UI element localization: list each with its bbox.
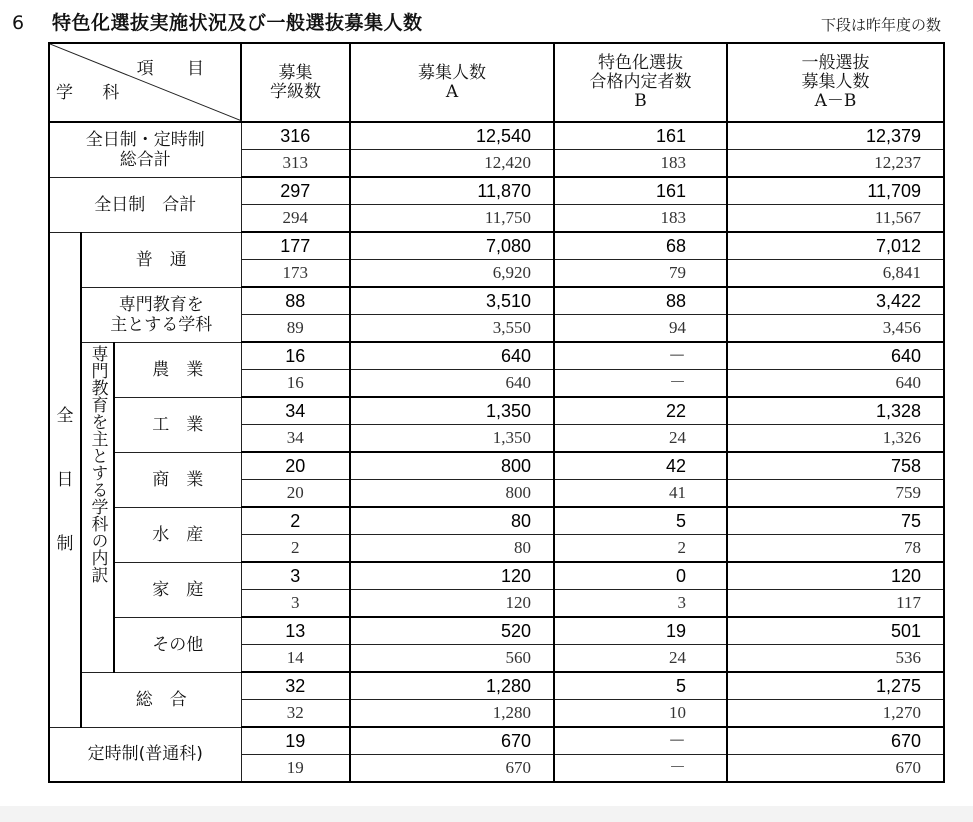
cell-special: 79 xyxy=(554,260,727,288)
cell-special: 161 xyxy=(554,122,727,150)
header-classes-line2: 学級数 xyxy=(270,81,322,102)
cell-capacity: 11,750 xyxy=(350,205,554,233)
table-row xyxy=(49,507,944,535)
cell-capacity: 120 xyxy=(350,590,554,618)
cell-special: 161 xyxy=(554,177,727,205)
vertical-char: 日 xyxy=(56,469,74,490)
vertical-text: 専門教育を主とする学科の内訳 xyxy=(87,344,108,583)
cell-special: － xyxy=(554,727,727,755)
table-row xyxy=(49,232,944,260)
cell-general: 3,422 xyxy=(727,287,944,315)
cell-special: 22 xyxy=(554,397,727,425)
label-suisan: 水 産 xyxy=(114,507,241,562)
cell-classes: 2 xyxy=(241,507,350,535)
cell-special: 88 xyxy=(554,287,727,315)
label-line2: 総合計 xyxy=(119,149,171,170)
label-line1: 専門教育を xyxy=(118,294,204,315)
cell-classes: 88 xyxy=(241,287,350,315)
cell-general: 1,275 xyxy=(727,672,944,700)
cell-special: － xyxy=(554,755,727,783)
cell-general: 120 xyxy=(727,562,944,590)
table-row xyxy=(49,452,944,480)
cell-classes: 313 xyxy=(241,150,350,178)
label-kougyou: 工 業 xyxy=(114,397,241,452)
cell-general: 670 xyxy=(727,755,944,783)
cell-classes: 16 xyxy=(241,342,350,370)
cell-special: 5 xyxy=(554,672,727,700)
cell-classes: 34 xyxy=(241,425,350,453)
cell-general: 640 xyxy=(727,342,944,370)
cell-capacity: 800 xyxy=(350,480,554,508)
cell-capacity: 6,920 xyxy=(350,260,554,288)
header-general-line3: A－B xyxy=(814,91,857,111)
cell-special: 2 xyxy=(554,535,727,563)
cell-special: 24 xyxy=(554,425,727,453)
cell-general: 11,709 xyxy=(727,177,944,205)
label-line2: 主とする学科 xyxy=(110,314,213,335)
cell-classes: 2 xyxy=(241,535,350,563)
cell-classes: 16 xyxy=(241,370,350,398)
cell-capacity: 3,510 xyxy=(350,287,554,315)
cell-classes: 13 xyxy=(241,617,350,645)
label-senmon-breakdown-vertical xyxy=(81,342,114,672)
cell-special: 68 xyxy=(554,232,727,260)
cell-special: 94 xyxy=(554,315,727,343)
cell-general: 78 xyxy=(727,535,944,563)
cell-classes: 316 xyxy=(241,122,350,150)
cell-general: 1,326 xyxy=(727,425,944,453)
corner-header xyxy=(49,43,241,122)
cell-special: 19 xyxy=(554,617,727,645)
title-text: 特色化選抜実施状況及び一般選抜募集人数 xyxy=(52,12,423,34)
cell-classes: 173 xyxy=(241,260,350,288)
cell-capacity: 670 xyxy=(350,755,554,783)
label-grand-total xyxy=(49,122,241,177)
label-sonota: その他 xyxy=(114,617,241,672)
table-row xyxy=(49,397,944,425)
cell-general: 670 xyxy=(727,727,944,755)
cell-capacity: 12,420 xyxy=(350,150,554,178)
cell-special: 24 xyxy=(554,645,727,673)
table-row xyxy=(49,287,944,315)
cell-general: 75 xyxy=(727,507,944,535)
table-row xyxy=(49,727,944,755)
cell-classes: 297 xyxy=(241,177,350,205)
table-row xyxy=(49,672,944,700)
cell-capacity: 520 xyxy=(350,617,554,645)
table-row xyxy=(49,562,944,590)
header-general xyxy=(727,43,944,122)
cell-general: 12,237 xyxy=(727,150,944,178)
cell-classes: 19 xyxy=(241,727,350,755)
page-footer-bar xyxy=(0,806,973,822)
cell-classes: 3 xyxy=(241,562,350,590)
cell-capacity: 800 xyxy=(350,452,554,480)
cell-special: 41 xyxy=(554,480,727,508)
cell-general: 640 xyxy=(727,370,944,398)
cell-capacity: 1,350 xyxy=(350,397,554,425)
cell-classes: 19 xyxy=(241,755,350,783)
table-note: 下段は昨年度の数 xyxy=(820,16,941,34)
label-teiji: 定時制(普通科) xyxy=(49,727,241,782)
admissions-table xyxy=(48,42,945,783)
cell-general: 501 xyxy=(727,617,944,645)
label-fulltime-total: 全日制 合計 xyxy=(49,177,241,232)
cell-classes: 294 xyxy=(241,205,350,233)
table-row xyxy=(49,342,944,370)
cell-general: 1,328 xyxy=(727,397,944,425)
header-classes-line1: 募集 xyxy=(278,62,313,83)
cell-general: 536 xyxy=(727,645,944,673)
cell-classes: 177 xyxy=(241,232,350,260)
cell-general: 6,841 xyxy=(727,260,944,288)
page-title xyxy=(12,8,423,35)
table-row xyxy=(49,122,944,150)
header-general-line1: 一般選抜 xyxy=(801,53,870,73)
cell-general: 12,379 xyxy=(727,122,944,150)
cell-capacity: 80 xyxy=(350,507,554,535)
header-row xyxy=(49,43,944,122)
header-department: 学 科 xyxy=(56,83,132,103)
cell-classes: 34 xyxy=(241,397,350,425)
header-classes xyxy=(241,43,350,122)
label-sougou: 総 合 xyxy=(81,672,241,727)
vertical-char: 全 xyxy=(56,405,74,426)
section-number: 6 xyxy=(12,12,25,34)
cell-special: 5 xyxy=(554,507,727,535)
cell-special: － xyxy=(554,342,727,370)
table-row xyxy=(49,177,944,205)
header-capacity-line2: A xyxy=(445,81,459,102)
label-futsu: 普 通 xyxy=(81,232,241,287)
cell-special: － xyxy=(554,370,727,398)
cell-general: 3,456 xyxy=(727,315,944,343)
label-line1: 全日制・定時制 xyxy=(85,129,205,150)
label-shougyou: 商 業 xyxy=(114,452,241,507)
label-senmon xyxy=(81,287,241,342)
cell-capacity: 80 xyxy=(350,535,554,563)
table-row xyxy=(49,617,944,645)
cell-capacity: 640 xyxy=(350,370,554,398)
cell-capacity: 1,350 xyxy=(350,425,554,453)
cell-classes: 32 xyxy=(241,672,350,700)
cell-general: 7,012 xyxy=(727,232,944,260)
vertical-char: 制 xyxy=(56,533,74,554)
cell-general: 117 xyxy=(727,590,944,618)
cell-capacity: 560 xyxy=(350,645,554,673)
cell-capacity: 120 xyxy=(350,562,554,590)
cell-capacity: 7,080 xyxy=(350,232,554,260)
cell-capacity: 670 xyxy=(350,727,554,755)
cell-general: 759 xyxy=(727,480,944,508)
label-fulltime-vertical xyxy=(49,232,81,727)
header-capacity-line1: 募集人数 xyxy=(418,62,487,83)
cell-capacity: 1,280 xyxy=(350,700,554,728)
label-nougyou: 農 業 xyxy=(114,342,241,397)
header-special-line1: 特色化選抜 xyxy=(598,53,684,73)
cell-classes: 3 xyxy=(241,590,350,618)
cell-classes: 32 xyxy=(241,700,350,728)
cell-special: 183 xyxy=(554,150,727,178)
cell-general: 11,567 xyxy=(727,205,944,233)
cell-classes: 89 xyxy=(241,315,350,343)
header-general-line2: 募集人数 xyxy=(801,72,870,92)
cell-general: 1,270 xyxy=(727,700,944,728)
header-special xyxy=(554,43,727,122)
cell-capacity: 640 xyxy=(350,342,554,370)
cell-special: 183 xyxy=(554,205,727,233)
cell-classes: 20 xyxy=(241,452,350,480)
cell-capacity: 3,550 xyxy=(350,315,554,343)
cell-capacity: 11,870 xyxy=(350,177,554,205)
cell-special: 0 xyxy=(554,562,727,590)
label-katei: 家 庭 xyxy=(114,562,241,617)
header-special-line3: B xyxy=(634,91,647,111)
cell-capacity: 12,540 xyxy=(350,122,554,150)
header-special-line2: 合格内定者数 xyxy=(589,72,692,92)
cell-special: 3 xyxy=(554,590,727,618)
header-capacity xyxy=(350,43,554,122)
header-item: 項 目 xyxy=(136,59,219,79)
cell-classes: 20 xyxy=(241,480,350,508)
cell-classes: 14 xyxy=(241,645,350,673)
cell-general: 758 xyxy=(727,452,944,480)
cell-special: 10 xyxy=(554,700,727,728)
cell-special: 42 xyxy=(554,452,727,480)
cell-capacity: 1,280 xyxy=(350,672,554,700)
